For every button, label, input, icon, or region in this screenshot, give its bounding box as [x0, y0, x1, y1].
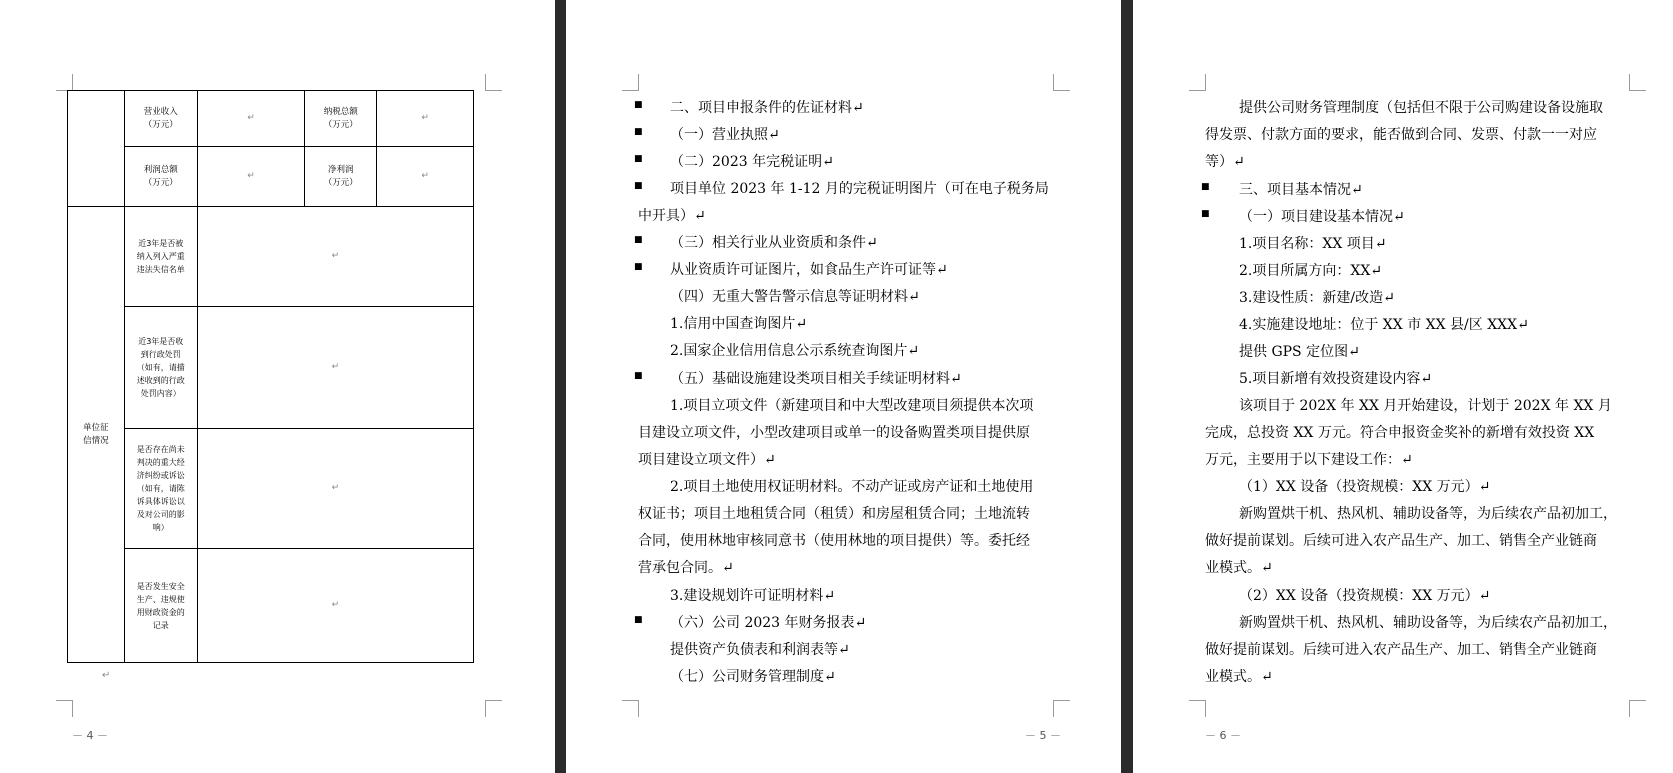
answer-safety[interactable]: ↵ — [197, 549, 473, 663]
page-5 — [566, 0, 1121, 773]
list-bullet: ■ — [634, 154, 643, 164]
crop-mark — [485, 74, 502, 91]
text-line: 1.项目立项文件（新建项目和中大型改建项目须提供本次项 — [670, 398, 1034, 414]
revenue-value[interactable]: ↵ — [197, 91, 305, 147]
text-line: 该项目于 202X 年 XX 月开始建设，计划于 202X 年 XX 月 — [1239, 398, 1612, 414]
text-line: 1.项目名称：XX 项目↵ — [1239, 236, 1387, 252]
text-line: 提供 GPS 定位图↵ — [1239, 344, 1360, 360]
answer-litigation[interactable]: ↵ — [197, 429, 473, 549]
text-line: 4.实施建设地址：位于 XX 市 XX 县/区 XXX↵ — [1239, 317, 1529, 333]
list-bullet: ■ — [634, 100, 643, 110]
text-line: 2.项目所属方向：XX↵ — [1239, 263, 1383, 279]
profit-value[interactable]: ↵ — [197, 147, 305, 207]
text-line: 新购置烘干机、热风机、辅助设备等，为后续农产品初加工， — [1239, 615, 1617, 631]
list-bullet: ■ — [1201, 182, 1210, 192]
tax-label: 纳税总额 （万元） — [305, 91, 377, 147]
table-cell — [68, 91, 125, 207]
page-number: － 4 － — [72, 729, 108, 742]
text-line: 目建设立项文件，小型改建项目或单一的设备购置类项目提供原 — [638, 425, 1030, 441]
text-line: 等）↵ — [1205, 154, 1245, 170]
profit-label: 利润总额 （万元） — [124, 147, 197, 207]
text-line: 3.建设性质：新建/改造↵ — [1239, 290, 1395, 306]
text-line: 5.项目新增有效投资建设内容↵ — [1239, 371, 1433, 387]
text-line: 营承包合同。↵ — [638, 560, 734, 576]
heading-line: 二、项目申报条件的佐证材料↵ — [670, 100, 864, 116]
crop-mark — [56, 74, 73, 91]
question-penalty: 近3年是否收 到行政处罚 （如有，请描 述收到的行政 处罚内容） — [124, 307, 197, 429]
list-bullet: ■ — [634, 181, 643, 191]
text-line: 新购置烘干机、热风机、辅助设备等，为后续农产品初加工， — [1239, 506, 1617, 522]
text-line: （四）无重大警告警示信息等证明材料↵ — [670, 289, 920, 305]
crop-mark — [1053, 700, 1070, 717]
list-bullet: ■ — [634, 615, 643, 625]
crop-mark — [485, 700, 502, 717]
question-litigation: 是否存在尚未 判决的重大经 济纠纷或诉讼 （如有，请陈 诉具体诉讼以 及对公司的影 响） — [124, 429, 197, 549]
text-line: 得发票、付款方面的要求，能否做到合同、发票、付款一一对应 — [1205, 127, 1597, 143]
crop-mark — [1189, 700, 1206, 717]
crop-mark — [622, 74, 639, 91]
tax-value[interactable]: ↵ — [377, 91, 474, 147]
page-gap — [1121, 0, 1133, 773]
text-line: 提供资产负债表和利润表等↵ — [670, 642, 850, 658]
text-line: 3.建设规划许可证明材料↵ — [670, 588, 836, 604]
paragraph-mark: ↵ — [102, 670, 111, 681]
question-blacklist: 近3年是否被 纳入列入严重 违法失信名单 — [124, 207, 197, 307]
text-line: （2）XX 设备（投资规模：XX 万元）↵ — [1239, 588, 1491, 604]
credit-label: 单位征 信情况 — [68, 207, 125, 663]
credit-info-table — [67, 90, 474, 663]
text-line: （五）基础设施建设类项目相关手续证明材料↵ — [670, 371, 962, 387]
list-bullet: ■ — [634, 235, 643, 245]
net-profit-value[interactable]: ↵ — [377, 147, 474, 207]
text-line: 2.国家企业信用信息公示系统查询图片↵ — [670, 343, 920, 359]
text-line: 提供公司财务管理制度（包括但不限于公司购建设备设施取 — [1239, 100, 1603, 116]
list-bullet: ■ — [1201, 209, 1210, 219]
crop-mark — [622, 700, 639, 717]
crop-mark — [1629, 700, 1646, 717]
page-gap — [555, 0, 566, 773]
page-number: － 6 － — [1205, 729, 1241, 742]
text-line: 项目单位 2023 年 1-12 月的完税证明图片（可在电子税务局 — [670, 181, 1049, 197]
text-line: 做好提前谋划。后续可进入农产品生产、加工、销售全产业链商 — [1205, 642, 1597, 658]
text-line: 业模式。↵ — [1205, 669, 1273, 685]
text-line: （1）XX 设备（投资规模：XX 万元）↵ — [1239, 479, 1491, 495]
crop-mark — [1629, 74, 1646, 91]
list-bullet: ■ — [634, 127, 643, 137]
text-line: 业模式。↵ — [1205, 560, 1273, 576]
text-line: 从业资质许可证图片，如食品生产许可证等↵ — [670, 262, 948, 278]
answer-penalty[interactable]: ↵ — [197, 307, 473, 429]
text-line: 1.信用中国查询图片↵ — [670, 316, 808, 332]
text-line: （一）营业执照↵ — [670, 127, 780, 143]
text-line: 中开具）↵ — [638, 208, 706, 224]
crop-mark — [1189, 74, 1206, 91]
question-safety: 是否发生安全 生产、违规使 用财政资金的 记录 — [124, 549, 197, 663]
text-line: （六）公司 2023 年财务报表↵ — [670, 615, 867, 631]
answer-blacklist[interactable]: ↵ — [197, 207, 473, 307]
text-line: 合同，使用林地审核同意书（使用林地的项目提供）等。委托经 — [638, 533, 1030, 549]
page-6 — [1133, 0, 1673, 773]
text-line: （二）2023 年完税证明↵ — [670, 154, 834, 170]
page-number: － 5 － — [1025, 729, 1061, 742]
text-line: （一）项目建设基本情况↵ — [1239, 209, 1405, 225]
crop-mark — [1053, 74, 1070, 91]
heading-line: 三、项目基本情况↵ — [1239, 182, 1363, 198]
text-line: 项目建设立项文件）↵ — [638, 452, 776, 468]
text-line: 万元，主要用于以下建设工作：↵ — [1205, 452, 1413, 468]
revenue-label: 营业收入 （万元） — [124, 91, 197, 147]
text-line: 做好提前谋划。后续可进入农产品生产、加工、销售全产业链商 — [1205, 533, 1597, 549]
text-line: 权证书；项目土地租赁合同（租赁）和房屋租赁合同；土地流转 — [638, 506, 1030, 522]
text-line: （三）相关行业从业资质和条件↵ — [670, 235, 878, 251]
list-bullet: ■ — [634, 371, 643, 381]
text-line: （七）公司财务管理制度↵ — [670, 669, 836, 685]
text-line: 2.项目土地使用权证明材料。不动产证或房产证和土地使用 — [670, 479, 1034, 495]
crop-mark — [56, 700, 73, 717]
page-4 — [0, 0, 555, 773]
net-profit-label: 净利润 （万元） — [305, 147, 377, 207]
text-line: 完成，总投资 XX 万元。符合申报资金奖补的新增有效投资 XX — [1205, 425, 1595, 441]
list-bullet: ■ — [634, 262, 643, 272]
